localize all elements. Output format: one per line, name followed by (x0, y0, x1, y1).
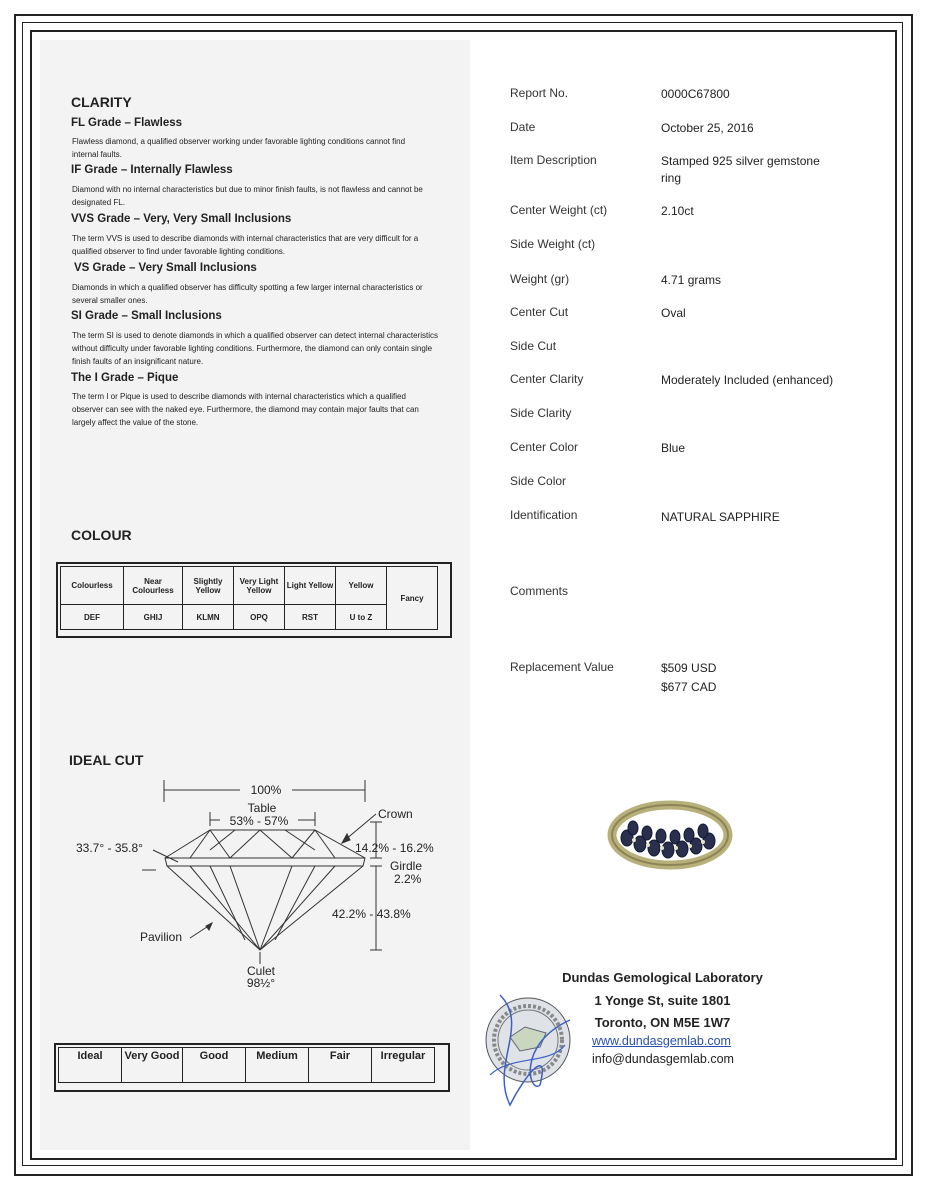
report-label: Center Weight (ct) (510, 203, 608, 217)
report-label: Date (510, 120, 536, 134)
report-label: Center Clarity (510, 372, 584, 386)
report-label: Side Color (510, 474, 567, 488)
grade-desc-vvs: The term VVS is used to describe diamonds with internal characteristics that are very difficult for a qualified observer to find under favorable lighting conditions. (72, 234, 419, 256)
report-value-weight: 4.71 grams (661, 273, 722, 287)
colour-col-grades: GHIJ (124, 605, 183, 630)
label-width: 100% (250, 783, 282, 797)
label-pavilion: Pavilion (140, 930, 183, 944)
colour-col-grades: DEF (61, 605, 124, 630)
grade-desc-si: The term SI is used to denote diamonds in which a qualified observer can detect internal characteristics without difficulty under favorable lighting conditions. Furthermore, the diamond can only contain single finish faults of an insignificant nature. (72, 331, 438, 366)
report-value-identification: NATURAL SAPPHIRE (661, 510, 780, 524)
cut-grade: Very Good (122, 1048, 183, 1083)
colour-heading: COLOUR (71, 527, 132, 543)
lab-address-line1: 1 Yonge St, suite 1801 (594, 993, 731, 1008)
cut-grade-table (58, 1047, 435, 1083)
report-label: Side Cut (510, 339, 557, 353)
report-value-center-cut: Oval (661, 306, 686, 320)
report-value-center-color: Blue (661, 441, 686, 455)
colour-col-name: Colourless (61, 567, 124, 605)
report-label: Report No. (510, 86, 569, 100)
cut-grade: Irregular (372, 1048, 435, 1083)
label-table: Table (247, 801, 277, 815)
grade-title-vs: VS Grade – Very Small Inclusions (74, 262, 257, 274)
grade-title-si: SI Grade – Small Inclusions (71, 310, 222, 322)
lab-name: Dundas Gemological Laboratory (562, 970, 763, 985)
report-label: Replacement Value (510, 660, 614, 674)
report-value-date: October 25, 2016 (661, 121, 754, 135)
report-label: Weight (gr) (510, 272, 570, 286)
grade-title-if: IF Grade – Internally Flawless (71, 164, 233, 176)
label-culet: Culet (246, 964, 276, 978)
report-label: Item Description (510, 153, 597, 167)
report-label: Center Color (510, 440, 579, 454)
ideal-cut-heading: IDEAL CUT (69, 752, 144, 768)
cut-grade: Ideal (59, 1048, 122, 1083)
colour-col-grades: RST (285, 605, 336, 630)
lab-address-line2: Toronto, ON M5E 1W7 (594, 1015, 731, 1030)
label-table-range: 53% - 57% (229, 814, 289, 828)
cut-grade: Good (183, 1048, 246, 1083)
report-value-center-clarity: Moderately Included (enhanced) (661, 373, 834, 387)
label-girdle: Girdle (390, 859, 423, 873)
label-pavilion-depth: 42.2% - 43.8% (332, 907, 411, 921)
ring-photo (605, 780, 735, 880)
label-culet-value: 98½° (246, 976, 276, 990)
grade-desc-fl: Flawless diamond, a qualified observer working under favorable lighting conditions cannot find internal faults. (72, 137, 406, 159)
colour-col-grades: OPQ (234, 605, 285, 630)
grade-title-i: The I Grade – Pique (71, 372, 179, 384)
report-label: Identification (510, 508, 578, 522)
report-label: Side Clarity (510, 406, 572, 420)
colour-col-grades: U to Z (336, 605, 387, 630)
clarity-heading: CLARITY (71, 94, 132, 110)
report-label: Side Weight (ct) (510, 237, 596, 251)
report-value-item-description: Stamped 925 silver gemstone ring (661, 154, 820, 185)
diamond-cut-diagram (60, 770, 460, 995)
report-label: Comments (510, 584, 569, 598)
report-value-report-no: 0000C67800 (661, 87, 730, 101)
colour-col-grades: KLMN (183, 605, 234, 630)
colour-col-name: Fancy (387, 567, 438, 630)
label-girdle-value: 2.2% (394, 872, 422, 886)
label-crown: Crown (378, 807, 413, 821)
colour-scale-table (60, 566, 438, 630)
grade-desc-i: The term I or Pique is used to describe diamonds with internal characteristics which a qualified observer can see with the naked eye. Furthermore, the diamond may contain major faults that can largely affect the value of the stone. (72, 392, 419, 427)
colour-col-name: Very Light Yellow (234, 567, 285, 605)
report-value-replacement-cad: $677 CAD (661, 680, 717, 694)
cut-grade: Medium (246, 1048, 309, 1083)
report-label: Center Cut (510, 305, 569, 319)
report-value-center-weight: 2.10ct (661, 204, 694, 218)
colour-col-name: Yellow (336, 567, 387, 605)
cut-grade: Fair (309, 1048, 372, 1083)
label-crown-angle: 33.7° - 35.8° (76, 841, 143, 855)
lab-website-link[interactable]: www.dundasgemlab.com (592, 1034, 731, 1048)
grade-desc-vs: Diamonds in which a qualified observer has difficulty spotting a few larger internal characteristics or several smaller ones. (72, 283, 423, 305)
colour-col-name: Slightly Yellow (183, 567, 234, 605)
report-value-replacement-usd: $509 USD (661, 661, 717, 675)
grade-title-fl: FL Grade – Flawless (71, 117, 183, 129)
colour-col-name: Light Yellow (285, 567, 336, 605)
grade-title-vvs: VVS Grade – Very, Very Small Inclusions (71, 213, 292, 225)
lab-email: info@dundasgemlab.com (592, 1052, 734, 1066)
label-crown-height: 14.2% - 16.2% (355, 841, 434, 855)
colour-col-name: Near Colourless (124, 567, 183, 605)
grade-desc-if: Diamond with no internal characteristics but due to minor finish faults, is not flawless and cannot be designated FL. (72, 185, 423, 207)
